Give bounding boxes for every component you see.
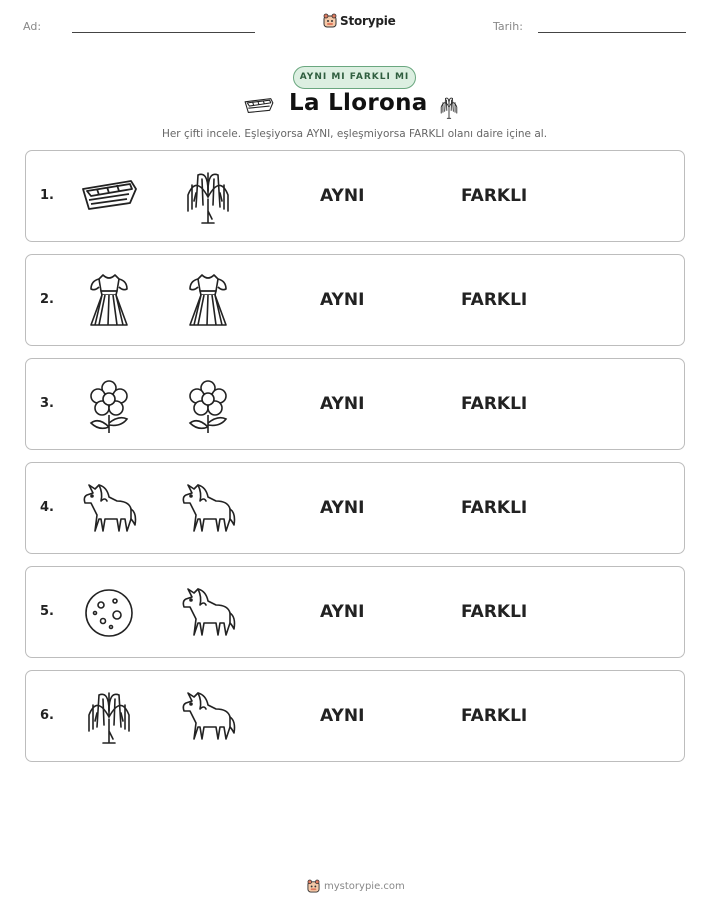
name-label: Ad:: [23, 20, 42, 33]
different-option[interactable]: FARKLI: [461, 290, 528, 310]
horse-icon: [79, 479, 139, 539]
pair-row: [25, 358, 685, 450]
different-option[interactable]: FARKLI: [461, 186, 528, 206]
instruction-text: Her çifti incele. Eşleşiyorsa AYNI, eşleşmiyorsa FARKLI olanı daire içine al.: [161, 128, 548, 140]
row-number: 4.: [40, 500, 54, 515]
horse-icon: [178, 583, 238, 643]
boat-icon: [79, 167, 139, 227]
same-option[interactable]: AYNI: [320, 290, 365, 310]
pair-row: [25, 150, 685, 242]
pair-list: [25, 150, 685, 774]
date-line: [538, 32, 686, 33]
dress-icon: [178, 271, 238, 331]
worksheet-type-badge: AYNI MI FARKLI MI: [293, 66, 416, 89]
same-option[interactable]: AYNI: [320, 498, 365, 518]
different-option[interactable]: FARKLI: [461, 394, 528, 414]
row-number: 5.: [40, 604, 54, 619]
row-number: 6.: [40, 708, 54, 723]
footer: [307, 879, 405, 893]
pair-row: [25, 670, 685, 762]
willow-tree-icon: [436, 92, 462, 122]
moon-icon: [79, 583, 139, 643]
willow-tree-icon: [178, 167, 238, 227]
brand: [323, 13, 396, 28]
same-option[interactable]: AYNI: [320, 706, 365, 726]
flower-icon: [178, 375, 238, 435]
row-number: 1.: [40, 188, 54, 203]
flower-icon: [79, 375, 139, 435]
different-option[interactable]: FARKLI: [461, 706, 528, 726]
worksheet-header: [0, 0, 709, 40]
row-number: 2.: [40, 292, 54, 307]
willow-tree-icon: [79, 687, 139, 747]
pair-row: [25, 462, 685, 554]
horse-icon: [178, 687, 238, 747]
dress-icon: [79, 271, 139, 331]
brand-name: Storypie: [340, 13, 396, 28]
name-line: [72, 32, 255, 33]
title-row: [0, 90, 709, 126]
pair-row: [25, 254, 685, 346]
same-option[interactable]: AYNI: [320, 602, 365, 622]
storypie-logo-icon: [307, 879, 320, 893]
same-option[interactable]: AYNI: [320, 186, 365, 206]
different-option[interactable]: FARKLI: [461, 602, 528, 622]
same-option[interactable]: AYNI: [320, 394, 365, 414]
footer-url[interactable]: mystorypie.com: [324, 880, 405, 892]
worksheet-title: La Llorona: [289, 90, 428, 116]
different-option[interactable]: FARKLI: [461, 498, 528, 518]
storypie-logo-icon: [323, 13, 337, 28]
row-number: 3.: [40, 396, 54, 411]
date-label: Tarih:: [493, 20, 523, 33]
pair-row: [25, 566, 685, 658]
horse-icon: [178, 479, 238, 539]
boat-icon: [243, 95, 275, 115]
